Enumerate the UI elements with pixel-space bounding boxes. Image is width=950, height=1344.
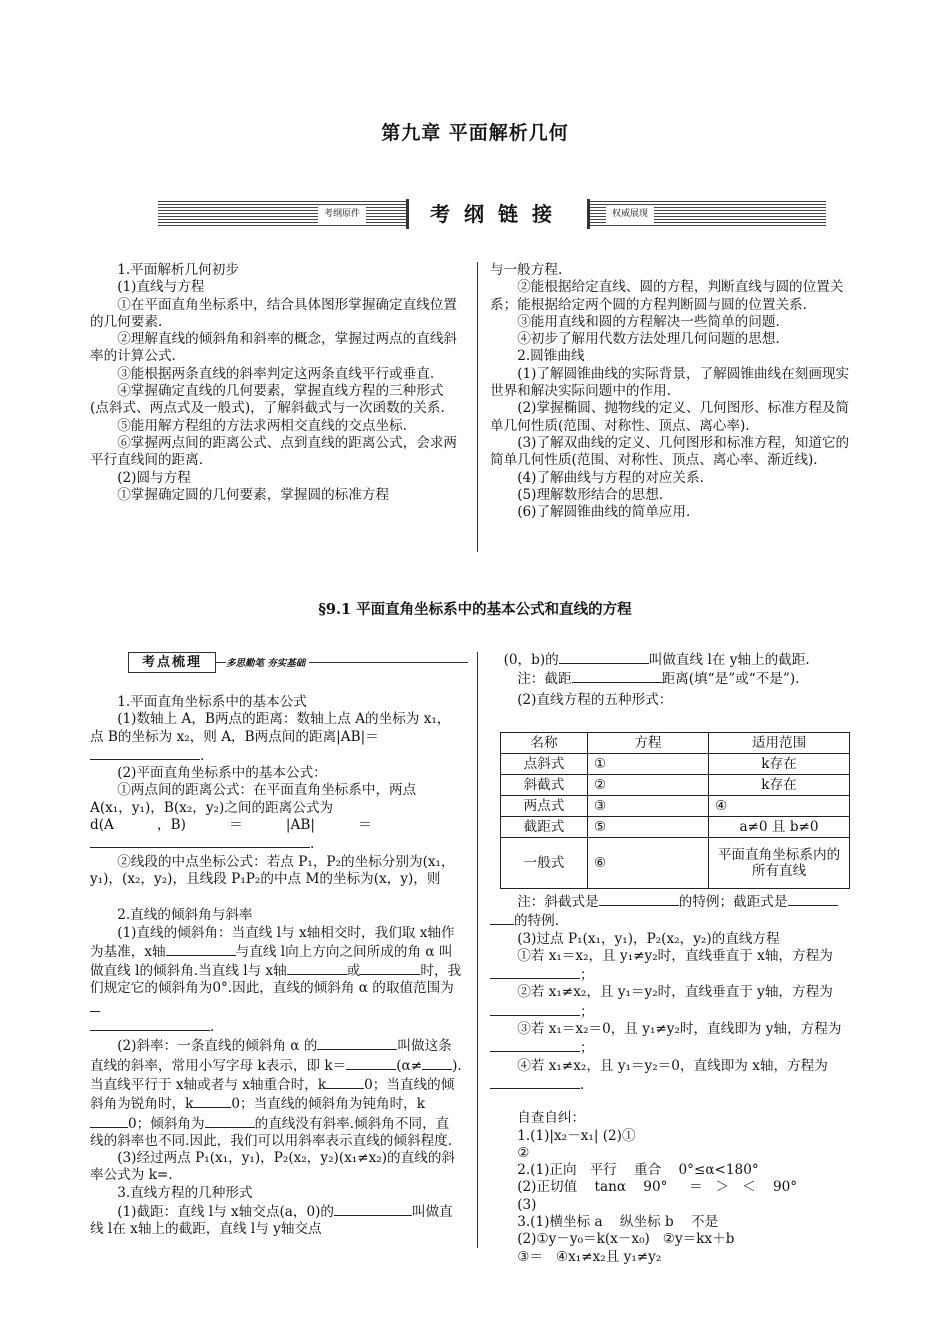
table-cell: k存在 <box>709 754 850 775</box>
paragraph: 注：斜截式是 的特例；截距式是 <box>490 892 862 911</box>
table-cell: 两点式 <box>501 796 588 817</box>
syllabus-right-column <box>490 262 862 521</box>
table-cell: 截距式 <box>501 817 588 838</box>
review-box-label: 考点梳理 <box>128 652 216 673</box>
paragraph: (2)平面直角坐标系中的基本公式： <box>117 765 327 782</box>
syllabus-line: (3)了解双曲线的定义、几何图形和标准方程，知道它的简单几何性质(范围、对称性、顶点、离心率、渐近线). <box>490 434 850 469</box>
table-cell: a≠0 且 b≠0 <box>709 817 850 838</box>
review-box-subtitle: 多思勤笔 夯实基础 <box>226 655 309 669</box>
syllabus-line: ④初步了解用代数方法处理几何问题的思想. <box>517 331 780 348</box>
table-header-cell: 适用范围 <box>709 733 850 754</box>
column-divider <box>477 652 478 1248</box>
table-cell: k存在 <box>709 775 850 796</box>
table-row <box>501 754 850 775</box>
syllabus-line: ⑥掌握两点间的距离公式、点到直线的距离公式，会求两平行直线间的距离. <box>90 434 458 469</box>
answer-line: (2)正切值 tanα 90° ＝ ＞ ＜ 90° <box>517 1179 798 1196</box>
paragraph: (2)斜率：一条直线的倾斜角 α 的 叫做这条直线的斜率，常用小写字母 k表示，即 k＝ (α≠ ).当直线平行于 x轴或者与 x轴重合时，k 0；当直线的倾斜角为锐角时，k 0；当直线的倾斜角为钝角时，k0；倾斜角为 的直线没有斜率.倾斜角不同，直线的斜率也不同.因此，我们可以用斜率表示直线的倾斜程度. <box>90 1038 462 1149</box>
syllabus-line: 与一般方程. <box>490 262 563 278</box>
paragraph: (3)过点 P₁(x₁，y₁)，P₂(x₂，y₂)的直线方程 <box>517 930 780 947</box>
syllabus-line: (1)了解圆锥曲线的实际背景，了解圆锥曲线在刻画现实世界和解决实际问题中的作用. <box>490 365 850 400</box>
left-content-column <box>90 694 462 1239</box>
table-header-row <box>501 733 850 754</box>
column-divider <box>477 262 478 552</box>
table-header-cell: 名称 <box>501 733 588 754</box>
paragraph: ②若 x₁≠x₂，且 y₁＝y₂时，直线垂直于 y轴，方程为； <box>490 984 862 1021</box>
banner-left-label: 考纲原件 <box>318 205 366 223</box>
syllabus-line: ⑤能用解方程组的方法求两相交直线的交点坐标. <box>117 417 407 434</box>
table-cell: 平面直角坐标系内的所有直线 <box>709 838 850 889</box>
syllabus-line: ②能根据给定直线、圆的方程，判断直线与圆的位置关系；能根据给定两个圆的方程判断圆与圆的位置关系. <box>490 279 844 313</box>
answer-line: (3) <box>517 1196 537 1213</box>
paragraph: (1)截距：直线 l与 x轴交点(a，0)的 叫做直线 l在 x轴上的截距，直线 l与 y轴交点 <box>90 1204 453 1238</box>
syllabus-line: ③能根据两条直线的斜率判定这两条直线平行或垂直. <box>117 365 435 382</box>
table-row <box>501 796 850 817</box>
answer-line: 2.(1)正向 平行 重合 0°≤α<180° <box>517 1162 759 1179</box>
paragraph: . <box>90 1017 462 1036</box>
answer-line: ③＝ ④x₁≠x₂且 y₁≠y₂ <box>517 1248 662 1265</box>
paragraph: (2)直线方程的五种形式： <box>517 691 673 708</box>
review-header <box>128 652 468 672</box>
syllabus-line: (5)理解数形结合的思想. <box>517 486 664 503</box>
paragraph: (3)经过两点 P₁(x₁，y₁)，P₂(x₂，y₂)(x₁≠x₂)的直线的斜率公式为 k=. <box>90 1150 456 1184</box>
syllabus-line: (2)圆与方程 <box>117 469 191 486</box>
table-row <box>501 775 850 796</box>
table-row <box>501 838 850 889</box>
syllabus-left-column <box>90 262 462 504</box>
syllabus-line: (2)掌握椭圆、抛物线的定义、几何图形、标准方程及简单几何性质(范围、对称性、顶点、离心率). <box>490 400 850 434</box>
table-cell: 点斜式 <box>501 754 588 775</box>
heading-line-forms: 3.直线方程的几种形式 <box>117 1184 253 1201</box>
table-cell: ④ <box>709 796 850 817</box>
answer-line: ② <box>517 1144 530 1161</box>
banner-right-label: 权威展现 <box>606 205 654 223</box>
table-cell: ② <box>588 775 709 796</box>
heading-basic-formulas: 1.平面直角坐标系中的基本公式 <box>117 694 307 710</box>
paragraph: 注：截距 距离(填“是”或“不是”). <box>517 671 800 688</box>
paragraph: ③若 x₁＝x₂＝0，且 y₁≠y₂时，直线即为 y轴，方程为； <box>490 1021 862 1058</box>
paragraph: . <box>90 746 462 765</box>
answer-line: 1.(1)|x₂－x₁| (2)① <box>517 1127 636 1144</box>
table-cell: 一般式 <box>501 838 588 889</box>
paragraph: (0，b)的 叫做直线 l在 y轴上的截距. <box>503 652 810 668</box>
table-cell: ③ <box>588 796 709 817</box>
syllabus-line: ①掌握确定圆的几何要素，掌握圆的标准方程 <box>117 486 390 503</box>
table-cell: ① <box>588 754 709 775</box>
table-header-cell: 方程 <box>588 733 709 754</box>
paragraph: . <box>90 834 462 853</box>
heading-slope: 2.直线的倾斜角与斜率 <box>117 907 253 924</box>
paragraph: (1)直线的倾斜角：当直线 l与 x轴相交时，我们取 x轴作为基准，x轴 与直线 l向上方向之间所成的角 α 叫做直线 l的倾斜角.当直线 l与 x轴 或 时，我们规定它的倾斜角为0°.因此，直线的倾斜角 α 的取值范围为 <box>90 925 462 1017</box>
table-cell: 斜截式 <box>501 775 588 796</box>
chapter-title: 第九章 平面解析几何 <box>381 122 569 144</box>
paragraph: (1)数轴上 A，B两点的距离：数轴上点 A的坐标为 x₁，点 B的坐标为 x₂，则 A，B两点间的距离|AB|＝ <box>90 711 451 745</box>
table-cell: ⑥ <box>588 838 709 889</box>
table-cell: ⑤ <box>588 817 709 838</box>
syllabus-line: ②理解直线的倾斜角和斜率的概念，掌握过两点的直线斜率的计算公式. <box>90 331 458 365</box>
syllabus-line: 1.平面解析几何初步 <box>117 262 239 278</box>
syllabus-line: 2.圆锥曲线 <box>517 348 585 365</box>
right-content-column-lower <box>490 892 862 1266</box>
syllabus-banner <box>158 198 826 230</box>
section-title: §9.1 平面直角坐标系中的基本公式和直线的方程 <box>318 601 632 618</box>
syllabus-line: (4)了解曲线与方程的对应关系. <box>517 469 704 486</box>
syllabus-line: ④掌握确定直线的几何要素，掌握直线方程的三种形式(点斜式、两点式及一般式)，了解斜截式与一次函数的关系. <box>90 383 445 417</box>
syllabus-line: (6)了解圆锥曲线的简单应用. <box>517 504 691 521</box>
paragraph: 的特例. <box>490 911 862 930</box>
paragraph: ④若 x₁≠x₂，且 y₁＝y₂＝0，直线即为 x轴，方程为. <box>490 1058 862 1095</box>
answer-line: 3.(1)横坐标 a 纵坐标 b 不是 <box>517 1214 719 1231</box>
paragraph: ①若 x₁＝x₂，且 y₁≠y₂时，直线垂直于 x轴，方程为； <box>490 948 862 985</box>
table-row <box>501 817 850 838</box>
answer-line: (2)①y－y₀＝k(x－x₀) ②y＝kx＋b <box>517 1231 735 1248</box>
right-content-column <box>490 650 862 709</box>
line-forms-table <box>500 732 850 889</box>
syllabus-line: ③能用直线和圆的方程解决一些简单的问题. <box>517 313 780 330</box>
paragraph: ①两点间的距离公式：在平面直角坐标系中，两点 A(x₁，y₁)，B(x₂，y₂)之间的距离公式为 <box>90 782 417 816</box>
syllabus-line: (1)直线与方程 <box>117 279 205 296</box>
banner-center-label: 考纲链接 <box>406 199 590 229</box>
self-check-heading: 自查自纠： <box>517 1110 586 1127</box>
syllabus-line: ①在平面直角坐标系中，结合具体图形掌握确定直线位置的几何要素. <box>90 296 458 330</box>
paragraph: d(A ，B) ＝ |AB| ＝ <box>90 817 372 834</box>
paragraph: ②线段的中点坐标公式：若点 P₁，P₂的坐标分别为(x₁，y₁)，(x₂，y₂)，且线段 P₁P₂的中点 M的坐标为(x，y)，则 <box>90 853 455 887</box>
